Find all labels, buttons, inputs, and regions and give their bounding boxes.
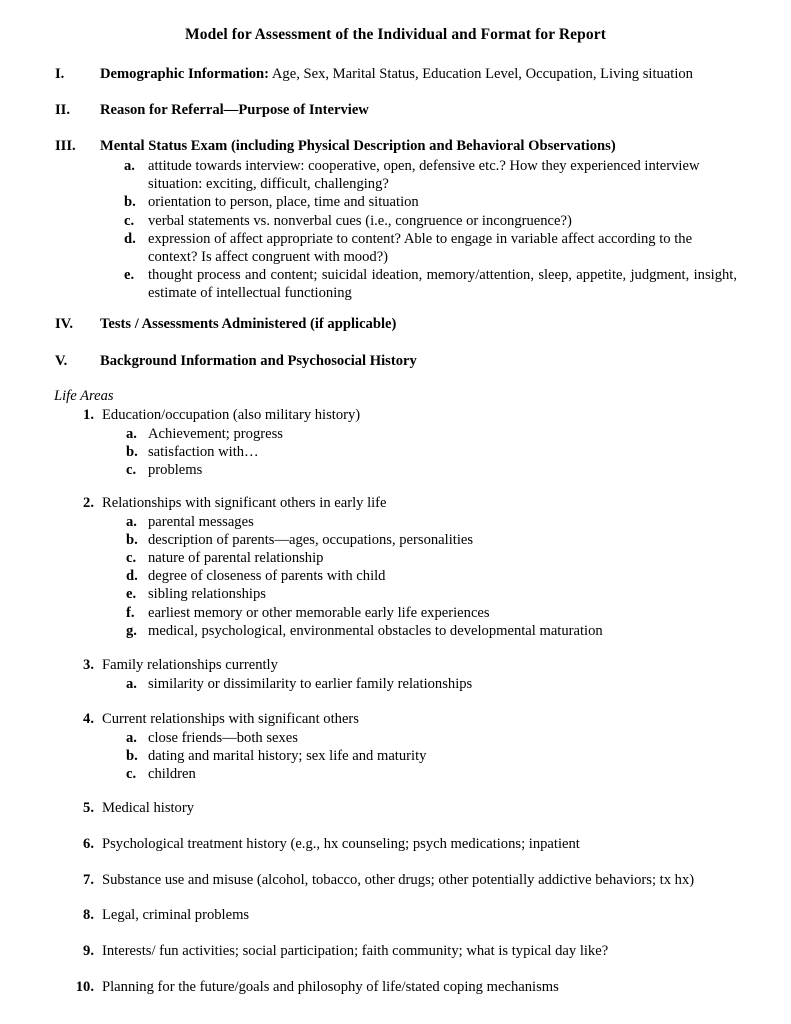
- section-v-body: [100, 353, 736, 370]
- section-v: [55, 353, 745, 370]
- list-item: [62, 406, 742, 425]
- list-marker: 7.: [83, 872, 94, 888]
- life-area-7: [62, 871, 742, 890]
- list-text: thought process and content; suicidal ideation, memory/attention, sleep, appetite, judgment, insight, estimate of intellectual functioning: [148, 267, 737, 302]
- life-area-1: [62, 406, 742, 479]
- list-item: [62, 656, 742, 675]
- list-text: problems: [148, 462, 203, 478]
- section-i-numeral: I.: [55, 66, 65, 82]
- section-ii-heading: Reason for Referral—Purpose of Interview: [100, 102, 369, 118]
- list-text: Achievement; progress: [148, 425, 283, 442]
- list-item: [62, 835, 742, 854]
- list-item: [126, 513, 742, 531]
- list-item: [124, 266, 737, 302]
- section-ii-body: [100, 102, 736, 119]
- list-item: [126, 425, 742, 443]
- list-text: expression of affect appropriate to content? Able to engage in variable affect according to the context? Is affect congruent with mood?): [148, 230, 693, 266]
- section-iii-numeral: III.: [55, 138, 76, 154]
- list-text: Relationships with significant others in early life: [102, 495, 387, 511]
- list-text: Psychological treatment history (e.g., hx counseling; psych medications; inpatient: [102, 836, 580, 852]
- list-marker: 9.: [83, 943, 94, 959]
- list-marker: 6.: [83, 836, 94, 852]
- list-marker: a.: [126, 425, 137, 442]
- list-marker: f.: [126, 604, 135, 621]
- list-item: [62, 942, 742, 961]
- life-area-8: [62, 906, 742, 925]
- list-text: children: [148, 766, 196, 782]
- section-v-numeral: V.: [55, 353, 68, 369]
- section-v-heading: Background Information and Psychosocial History: [100, 353, 417, 369]
- list-text: sibling relationships: [148, 586, 266, 603]
- list-marker: 1.: [83, 407, 94, 423]
- life-area-5: [62, 799, 742, 818]
- list-item: [126, 604, 742, 622]
- life-area-9: [62, 942, 742, 961]
- list-text: earliest memory or other memorable early life experiences: [148, 604, 490, 621]
- list-item: [62, 871, 742, 890]
- section-i-trailing: Age, Sex, Marital Status, Education Level, Occupation, Living situation: [269, 66, 693, 82]
- list-marker: c.: [124, 212, 135, 229]
- list-text: Current relationships with significant others: [102, 711, 359, 727]
- list-text: Medical history: [102, 800, 195, 816]
- section-iii-body: [100, 138, 736, 155]
- list-text: Planning for the future/goals and philosophy of life/stated coping mechanisms: [102, 979, 559, 995]
- list-text: Legal, criminal problems: [102, 907, 250, 923]
- list-item: [126, 443, 742, 461]
- life-area-6: [62, 835, 742, 854]
- list-text: satisfaction with…: [148, 443, 259, 460]
- list-marker: b.: [126, 443, 138, 460]
- list-item: [126, 747, 742, 765]
- list-marker: a.: [124, 158, 135, 174]
- list-item: [126, 622, 742, 640]
- section-iii-heading: Mental Status Exam (including Physical Description and Behavioral Observations): [100, 138, 616, 154]
- section-i: [55, 66, 745, 83]
- list-item: [124, 157, 737, 193]
- list-item: [126, 729, 742, 747]
- section-iv-numeral: IV.: [55, 316, 73, 332]
- list-item: [126, 549, 742, 567]
- list-marker: a.: [126, 513, 137, 530]
- list-text: Interests/ fun activities; social participation; faith community; what is typical day like?: [102, 943, 609, 959]
- list-item: [126, 531, 742, 549]
- list-text: dating and marital history; sex life and maturity: [148, 747, 427, 764]
- section-iv: [55, 316, 745, 333]
- list-marker: 8.: [83, 907, 94, 923]
- list-text: similarity or dissimilarity to earlier family relationships: [148, 675, 473, 692]
- list-text: parental messages: [148, 513, 254, 530]
- list-text: medical, psychological, environmental obstacles to developmental maturation: [148, 622, 603, 639]
- list-marker: c.: [126, 550, 137, 566]
- list-marker: g.: [126, 622, 137, 639]
- list-item: [62, 494, 742, 513]
- life-areas-label: Life Areas: [54, 388, 114, 404]
- list-text: Substance use and misuse (alcohol, tobacco, other drugs; other potentially addictive behaviors; tx hx): [102, 872, 695, 888]
- list-text: Education/occupation (also military history): [102, 407, 361, 423]
- life-area-10: [62, 978, 742, 997]
- list-item: [126, 461, 742, 479]
- sublist: [62, 513, 742, 640]
- list-marker: c.: [126, 766, 137, 782]
- list-text: description of parents—ages, occupations, personalities: [148, 531, 474, 548]
- section-ii: [55, 102, 745, 119]
- list-text: verbal statements vs. nonverbal cues (i.e., congruence or incongruence?): [148, 212, 572, 229]
- list-item: [124, 193, 737, 211]
- list-marker: 4.: [83, 711, 94, 727]
- list-text: degree of closeness of parents with child: [148, 568, 386, 585]
- sublist: [62, 729, 742, 784]
- list-text: nature of parental relationship: [148, 550, 324, 566]
- list-item: [126, 765, 742, 783]
- list-marker: e.: [126, 586, 137, 603]
- section-iii: [55, 138, 745, 155]
- list-item: [126, 675, 742, 693]
- list-marker: b.: [126, 531, 138, 548]
- section-iv-heading: Tests / Assessments Administered (if applicable): [100, 316, 397, 332]
- list-marker: a.: [126, 675, 137, 692]
- list-item: [62, 906, 742, 925]
- list-item: [124, 212, 737, 230]
- list-text: Family relationships currently: [102, 657, 278, 673]
- list-item: [126, 567, 742, 585]
- list-text: orientation to person, place, time and situation: [148, 194, 419, 211]
- list-marker: c.: [126, 462, 137, 478]
- list-marker: b.: [126, 747, 138, 764]
- list-marker: 10.: [75, 979, 94, 995]
- section-i-heading: Demographic Information:: [100, 66, 270, 82]
- sublist: [62, 675, 742, 693]
- list-marker: e.: [124, 267, 135, 284]
- page-title: Model for Assessment of the Individual and Format for Report: [185, 26, 606, 43]
- list-item: [62, 978, 742, 997]
- list-marker: b.: [124, 194, 136, 211]
- list-item: [126, 585, 742, 603]
- list-item: [124, 230, 737, 266]
- list-marker: d.: [124, 230, 136, 247]
- list-marker: 3.: [83, 657, 94, 673]
- list-marker: 5.: [83, 800, 94, 816]
- section-i-body: [100, 66, 736, 83]
- section-ii-numeral: II.: [55, 102, 71, 118]
- list-item: [62, 799, 742, 818]
- life-area-3: [62, 656, 742, 693]
- sublist: [62, 425, 742, 480]
- list-item: [62, 710, 742, 729]
- list-text: attitude towards interview: cooperative, open, defensive etc.? How they experienced interview situation: exciting, difficult, challenging?: [148, 158, 700, 193]
- section-iv-body: [100, 316, 736, 333]
- list-text: close friends—both sexes: [148, 729, 298, 746]
- list-marker: a.: [126, 729, 137, 746]
- life-area-4: [62, 710, 742, 783]
- list-marker: 2.: [83, 495, 94, 511]
- list-marker: d.: [126, 568, 138, 585]
- section-iii-subitems: [124, 157, 737, 303]
- life-area-2: [62, 494, 742, 640]
